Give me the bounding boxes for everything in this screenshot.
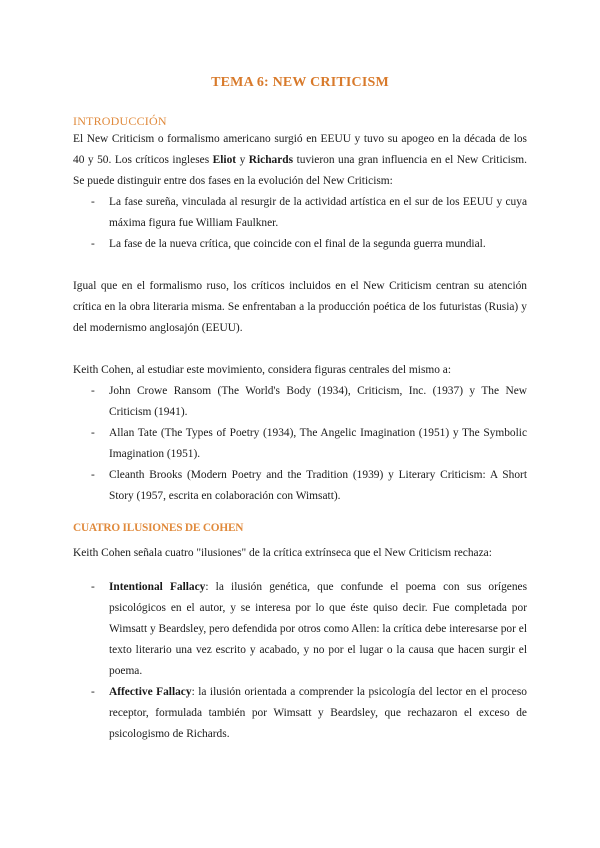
- list-item: - La fase sureña, vinculada al resurgir de la actividad artística en el sur de los EEUU y cuya máxima figura fue William Faulkner.: [73, 192, 527, 234]
- figures-list: [73, 381, 527, 507]
- illusion-text: : la ilusión genética, que confunde el poema con sus orígenes psicológicos en el autor, y se interesa por lo que éste quiso decir. Fue completada por Wimsatt y Beardsley, pero defendida por otros como Allen: la crítica debe interesarse por el texto literario una vez escrito y acabado, y no por el lugar o la causa que hacen surgir el poema.: [109, 581, 527, 677]
- richards-name: Richards: [248, 154, 294, 166]
- eliot-name: Eliot: [212, 154, 237, 166]
- list-item: [73, 682, 527, 745]
- intro-p1-text-b: tuvieron una gran influencia en el New Criticism. Se puede distinguir entre dos fases en la evolución del New Criticism:: [73, 154, 527, 187]
- list-item: - Cleanth Brooks (Modern Poetry and the Tradition (1939) y Literary Criticism: A Short Story (1957, escrita en colaboración con Wimsatt).: [73, 465, 527, 507]
- section-heading-introduccion: INTRODUCCIÓN: [73, 114, 167, 128]
- illusion-term: Affective Fallacy: [109, 686, 192, 698]
- illusion-text: : la ilusión orientada a comprender la psicología del lector en el proceso receptor, formulada también por Wimsatt y Beardsley, que rechazaron el exceso de psicologismo de Richards.: [109, 686, 527, 740]
- page-title: TEMA 6: NEW CRITICISM: [211, 75, 389, 90]
- illusions-intro: Keith Cohen señala cuatro "ilusiones" de la crítica extrínseca que el New Criticism rechaza:: [73, 547, 492, 559]
- intro-paragraph-1: [73, 129, 527, 192]
- intro-paragraph-2: Igual que en el formalismo ruso, los críticos incluidos en el New Criticism centran su atención crítica en la obra literaria misma. Se enfrentaban a la producción poética de los futuristas (Rusia) y del modernismo anglosajón (EEUU).: [73, 280, 527, 334]
- intro-p1-and: y: [236, 154, 249, 166]
- intro-p1-text-a: El New Criticism o formalismo americano surgió en EEUU y tuvo su apogeo en la década de los 40 y 50. Los críticos ingleses: [73, 133, 527, 166]
- section-heading-ilusiones: CUATRO ILUSIONES DE COHEN: [73, 522, 244, 534]
- illusions-list: [73, 577, 527, 745]
- intro-paragraph-3: Keith Cohen, al estudiar este movimiento, considera figuras centrales del mismo a:: [73, 364, 451, 376]
- phases-list: [73, 192, 527, 255]
- list-item: - John Crowe Ransom (The World's Body (1934), Criticism, Inc. (1937) y The New Criticism (1941).: [73, 381, 527, 423]
- list-item: [73, 577, 527, 682]
- list-item: - Allan Tate (The Types of Poetry (1934), The Angelic Imagination (1951) y The Symbolic Imagination (1951).: [73, 423, 527, 465]
- list-item: - La fase de la nueva crítica, que coincide con el final de la segunda guerra mundial.: [73, 234, 527, 255]
- illusion-term: Intentional Fallacy: [109, 581, 206, 593]
